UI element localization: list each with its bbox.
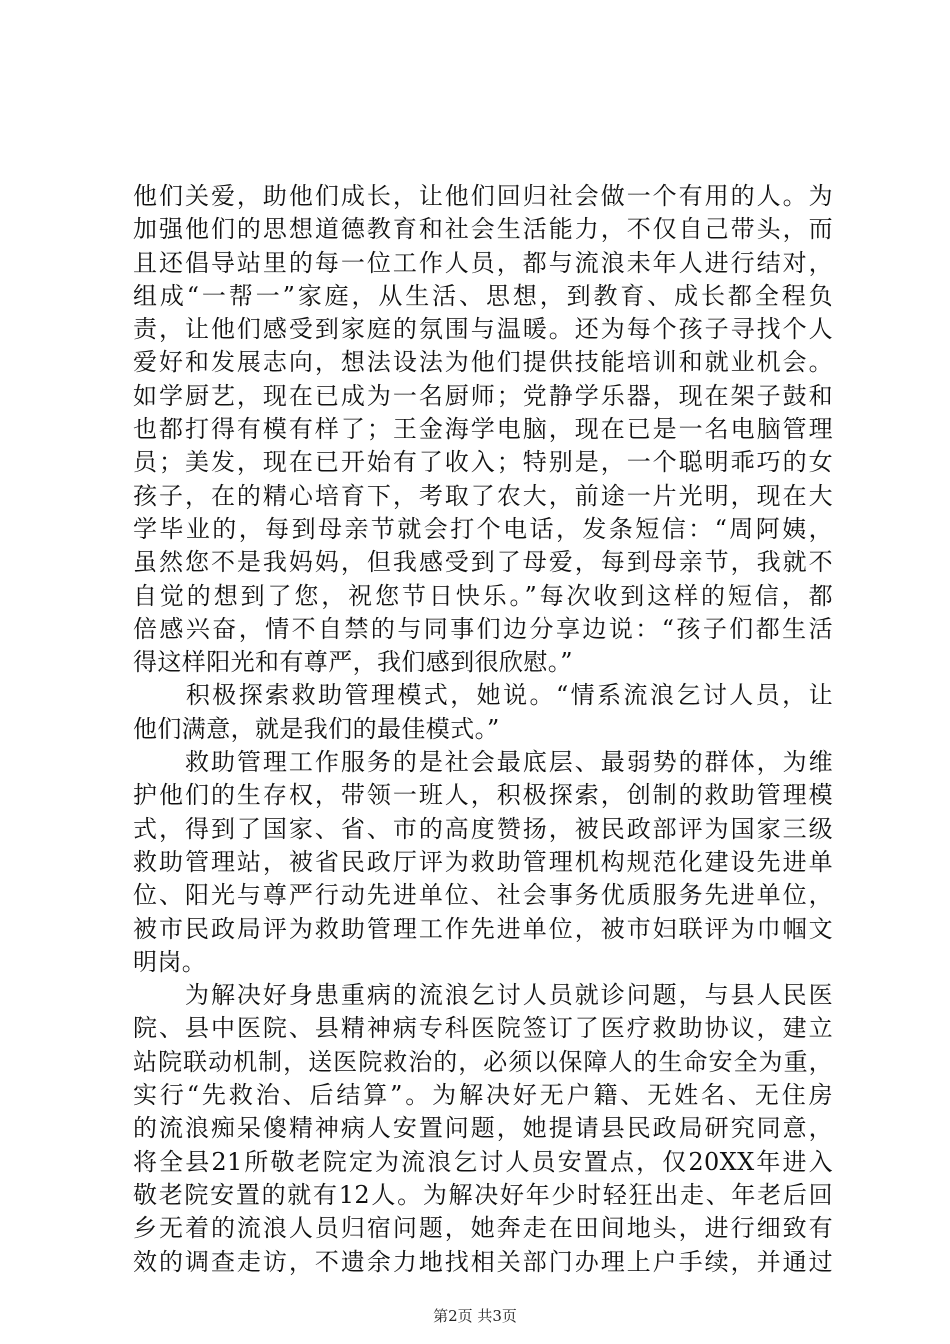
page-number-footer: 第2页 共3页 [433,1307,517,1325]
text-line: 乡无着的流浪人员归宿问题，她奔走在田间地头，进行细致有 [133,1214,833,1243]
text-line: 如学厨艺，现在已成为一名厨师；党静学乐器，现在架子鼓和 [133,381,833,410]
text-line: 为解决好身患重病的流浪乞讨人员就诊问题，与县人民医 [133,981,833,1010]
text-line: 虽然您不是我妈妈，但我感受到了母爱，每到母亲节，我就不 [133,548,833,577]
text-line: 得这样阳光和有尊严，我们感到很欣慰。” [133,648,573,677]
text-line: 院、县中医院、县精神病专科医院签订了医疗救助协议，建立 [133,1014,833,1043]
text-line: 也都打得有模有样了；王金海学电脑，现在已是一名电脑管理 [133,415,833,444]
text-line: 被市民政局评为救助管理工作先进单位，被市妇联评为巾帼文 [133,914,833,943]
text-line: 他们满意，就是我们的最佳模式。” [133,714,500,743]
text-line: 学毕业的，每到母亲节就会打个电话，发条短信：“周阿姨， [133,514,833,543]
text-line: 责，让他们感受到家庭的氛围与温暖。还为每个孩子寻找个人 [133,315,833,344]
text-line: 组成“一帮一”家庭，从生活、思想，到教育、成长都全程负 [133,281,833,310]
text-line: 他们关爱，助他们成长，让他们回归社会做一个有用的人。为 [133,182,833,210]
text-line: 的流浪痴呆傻精神病人安置问题，她提请县民政局研究同意， [133,1114,833,1143]
text-line: 式，得到了国家、省、市的高度赞扬，被民政部评为国家三级 [133,814,833,843]
text-line: 加强他们的思想道德教育和社会生活能力，不仅自己带头，而 [133,215,833,244]
text-line: 实行“先救治、后结算”。为解决好无户籍、无姓名、无住房 [133,1081,833,1110]
document-body [133,180,833,1279]
text-line: 护他们的生存权，带领一班人，积极探索，创制的救助管理模 [133,781,833,810]
text-line: 且还倡导站里的每一位工作人员，都与流浪未年人进行结对， [133,248,833,277]
text-line: 明岗。 [133,947,207,976]
text-line: 位、阳光与尊严行动先进单位、社会事务优质服务先进单位， [133,881,833,910]
text-line: 自觉的想到了您，祝您节日快乐。”每次收到这样的短信，都 [133,581,833,610]
text-line: 孩子，在的精心培育下，考取了农大，前途一片光明，现在大 [133,481,833,510]
text-line: 爱好和发展志向，想法设法为他们提供技能培训和就业机会。 [133,348,833,377]
text-line: 救助管理站，被省民政厅评为救助管理机构规范化建设先进单 [133,847,833,876]
text-line: 倍感兴奋，情不自禁的与同事们边分享边说：“孩子们都生活 [133,614,833,643]
text-line: 员；美发，现在已开始有了收入；特别是，一个聪明乖巧的女 [133,448,833,477]
text-line: 效的调查走访，不遗余力地找相关部门办理上户手续，并通过 [133,1247,833,1276]
text-line: 敬老院安置的就有12人。为解决好年少时轻狂出走、年老后回 [133,1180,833,1209]
text-line: 救助管理工作服务的是社会最底层、最弱势的群体，为维 [133,748,833,777]
text-line: 积极探索救助管理模式，她说。“情系流浪乞讨人员，让 [133,681,833,710]
text-line: 站院联动机制，送医院救治的，必须以保障人的生命安全为重， [133,1047,833,1076]
text-line: 将全县21所敬老院定为流浪乞讨人员安置点，仅20XX年进入 [133,1147,833,1176]
